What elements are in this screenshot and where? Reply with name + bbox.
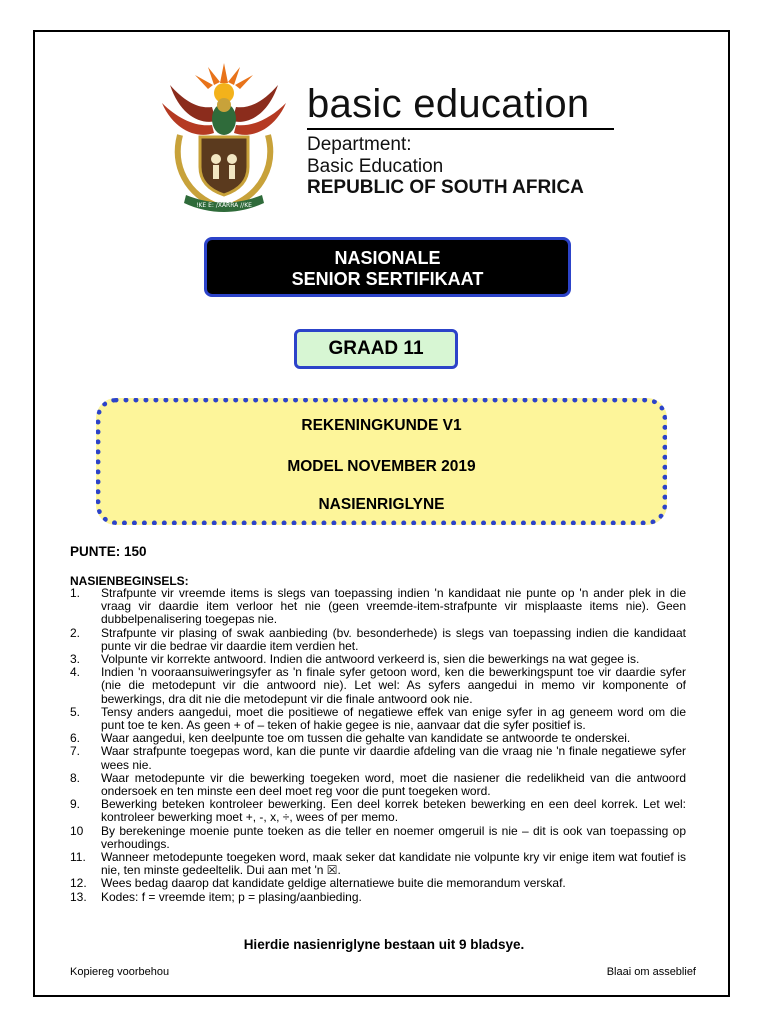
country-name: REPUBLIC OF SOUTH AFRICA: [307, 177, 584, 198]
list-item: [70, 666, 686, 706]
grade-box: GRAAD 11: [294, 329, 458, 369]
item-number: 9.: [70, 797, 81, 812]
item-number: 11.: [70, 850, 86, 865]
list-item: [70, 877, 686, 890]
list-item: [70, 798, 686, 824]
item-text: Indien 'n vooraansuiweringsyfer as 'n finale syfer getoon word, ken die bewerkingspunt toe vir daardie syfer (nie die metodepunt vir die antwoord nie). Let wel: As syfers aangedui in memo vir komponente of bewerkings, dra dit nie die metodepunt vir die finale antwoord ook nie.: [101, 665, 686, 706]
list-item: [70, 851, 686, 877]
coat-of-arms-logo: [150, 55, 298, 215]
item-text: Strafpunte vir plasing of swak aanbieding (bv. besonderhede) is slegs van toepassing indien die kandidaat punte vir die bedrae vir daardie item verdien het.: [101, 625, 686, 653]
item-number: 8.: [70, 770, 81, 785]
item-text: Waar metodepunte vir die bewerking toegeken word, moet die nasiener die redelikheid van die antwoord ondersoek en ten minste een deel moet reg voor die punt toegeken word.: [101, 770, 686, 799]
item-number: 2.: [70, 625, 81, 640]
list-item: [70, 825, 686, 851]
item-number: 13.: [70, 889, 87, 904]
item-number: 7.: [70, 744, 81, 759]
list-item: [70, 587, 686, 627]
list-item: [70, 706, 686, 732]
item-text: Kodes: f = vreemde item; p = plasing/aanbieding.: [101, 889, 362, 904]
item-text: Wees bedag daarop dat kandidate geldige alternatiewe buite die memorandum verskaf.: [101, 876, 566, 891]
item-text: Volpunte vir korrekte antwoord. Indien die antwoord verkeerd is, sien die bewerkings na wat gegee is.: [101, 652, 640, 667]
brand-title: basic education: [307, 82, 590, 126]
total-marks: PUNTE: 150: [70, 544, 147, 559]
item-text: Wanneer metodepunte toegeken word, maak seker dat kandidate nie volpunte kry vir enige item wat foutief is nie, ten minste gedeeltelik. Dui aan met 'n ☒.: [101, 850, 686, 878]
crest-motto: !KE E: /XARRA //KE: [196, 202, 252, 209]
document-type: NASIENRIGLYNE: [318, 496, 445, 513]
item-number: 6.: [70, 731, 81, 746]
brand-divider: [307, 128, 614, 130]
list-item: [70, 891, 686, 904]
item-number: 12.: [70, 876, 87, 891]
item-number: 3.: [70, 652, 81, 667]
item-text: Waar aangedui, ken deelpunte toe om tussen die gehalte van kandidate se antwoorde te onderskei.: [101, 731, 631, 746]
item-text: Tensy anders aangedui, moet die positiewe of negatiewe effek van enige syfer in ag geneem word om die punt toe te ken. As geen + of – teken of hakie gegee is nie, aanvaar dat die syfer positief is.: [101, 704, 686, 733]
turn-page-footer: Blaai om asseblief: [606, 966, 696, 978]
department-label: Department:: [307, 134, 412, 155]
certificate-line-1: NASIONALE: [334, 248, 441, 268]
page-count-note: Hierdie nasienriglyne bestaan uit 9 bladsye.: [243, 937, 525, 952]
item-text: Bewerking beteken kontroleer bewerking. Een deel korrek beteken bewerking en een deel korrek. Let wel: kontroleer bewerking moet +, -, x, ÷, wees of per memo.: [101, 797, 686, 825]
list-item: [70, 745, 686, 771]
item-number: 1.: [70, 586, 81, 600]
item-number: 5.: [70, 704, 81, 719]
department-name: Basic Education: [307, 156, 444, 177]
copyright-footer: Kopiereg voorbehou: [70, 966, 170, 978]
list-item: [70, 627, 686, 653]
item-number: 4.: [70, 665, 81, 680]
certificate-line-2: SENIOR SERTIFIKAAT: [291, 269, 484, 289]
list-item: [70, 772, 686, 798]
principles-heading: NASIENBEGINSELS:: [70, 574, 189, 588]
subject-box: [96, 398, 667, 525]
item-text: By berekeninge moenie punte toeken as die teller en noemer omgeruil is nie – dit is ook van toepassing op verhoudings.: [101, 823, 686, 851]
item-text: Strafpunte vir vreemde items is slegs van toepassing indien 'n kandidaat nie punte op 'n ander plek in die vraag vir daardie item verloor het nie (geen vreemde-item-strafpunte vir misplaaste items nie). Geen dubbelpenalisering toegepas nie.: [101, 586, 686, 627]
principles-list: [70, 587, 686, 904]
item-number: 10: [70, 823, 84, 838]
subject-title: REKENINGKUNDE V1: [301, 417, 462, 434]
item-text: Waar strafpunte toegepas word, kan die punte vir daardie afdeling van die vraag nie 'n finale negatiewe syfer wees nie.: [101, 744, 686, 772]
certificate-box: [204, 237, 571, 297]
exam-session: MODEL NOVEMBER 2019: [287, 458, 476, 475]
